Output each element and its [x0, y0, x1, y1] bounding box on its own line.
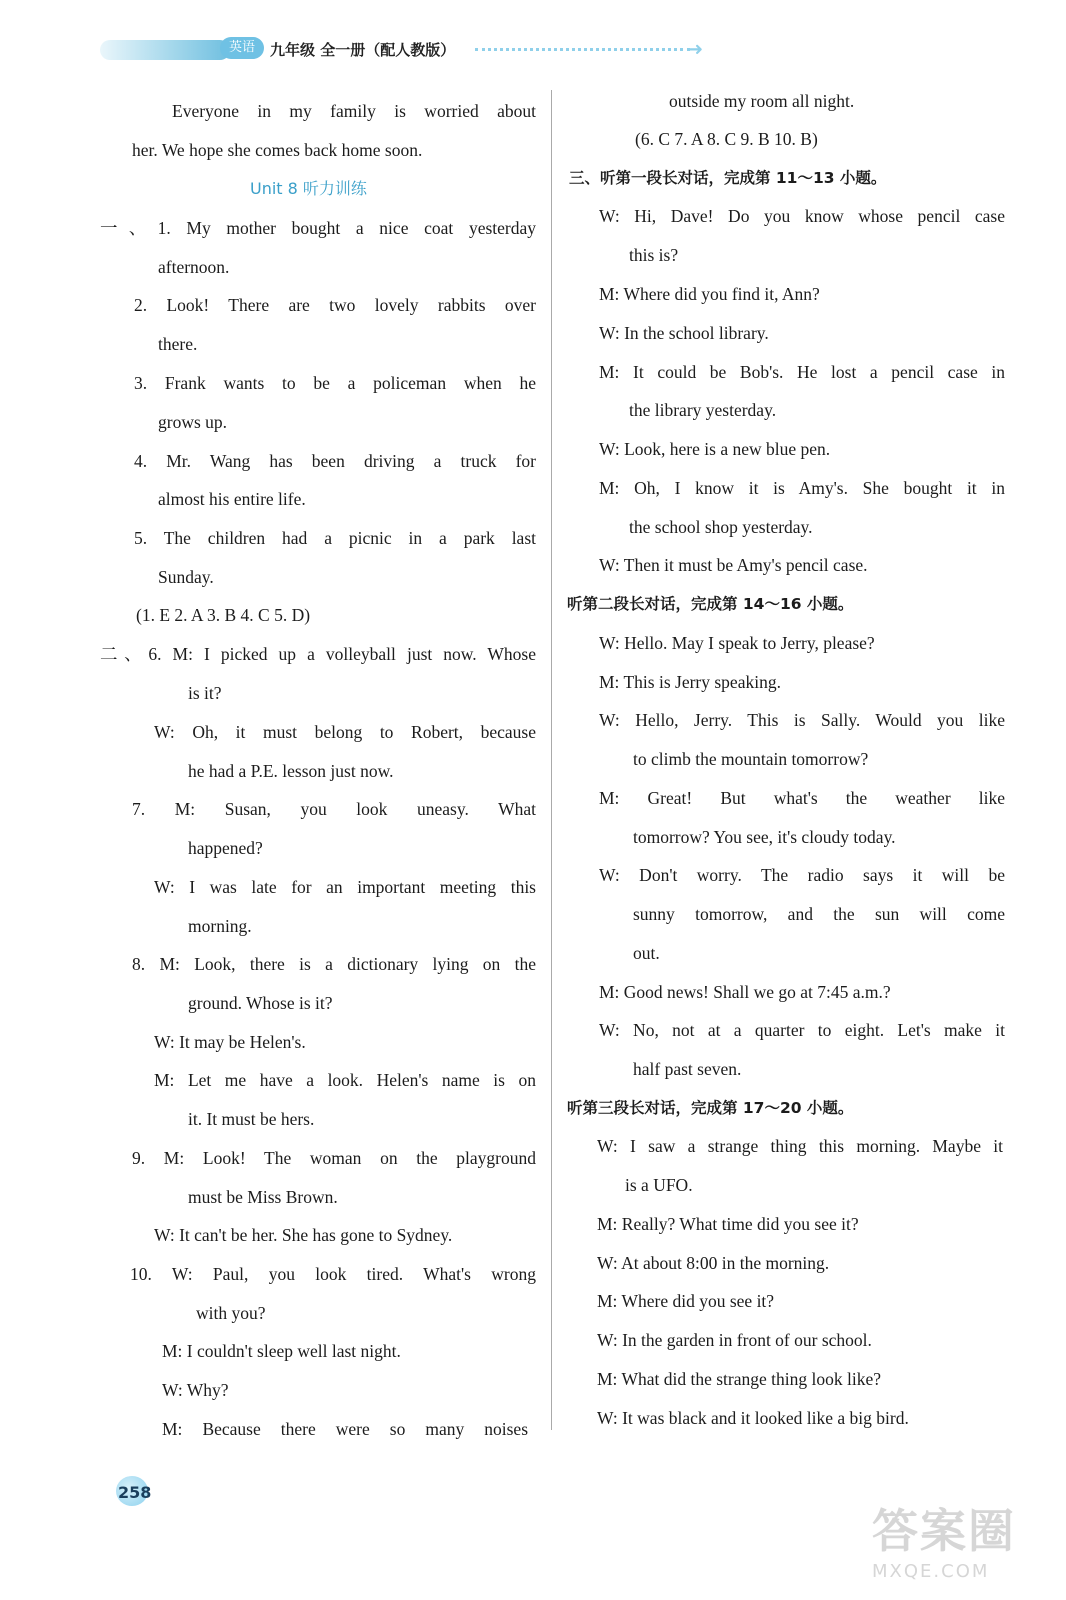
text-line: Sunday. [158, 567, 214, 587]
text-line: her. We hope she comes back home soon. [132, 140, 423, 160]
text-line: 三、听第一段长对话，完成第 11～13 小题。 [569, 169, 887, 187]
text-line: sunny tomorrow, and the sun will come [633, 904, 1005, 924]
text-line: out. [633, 943, 660, 963]
text-line: 5. The children had a picnic in a park last [134, 528, 536, 548]
text-line: afternoon. [158, 257, 230, 277]
text-line: M: Where did you see it? [597, 1291, 775, 1311]
text-line: M: Oh, I know it is Amy's. She bought it in [599, 478, 1005, 498]
text-line: to climb the mountain tomorrow? [633, 749, 869, 769]
text-line: M: Because there were so many noises [162, 1419, 528, 1439]
text-line: almost his entire life. [158, 489, 306, 509]
text-line: 4. Mr. Wang has been driving a truck for [134, 451, 536, 471]
text-line: this is? [629, 245, 679, 265]
page-header [100, 34, 720, 70]
page-number: 258 [118, 1483, 152, 1502]
text-line: W: No, not at a quarter to eight. Let's make it [599, 1020, 1005, 1040]
text-line: tomorrow? You see, it's cloudy today. [633, 827, 896, 847]
text-line: M: Good news! Shall we go at 7:45 a.m.? [599, 982, 891, 1002]
text-line: 10. W: Paul, you look tired. What's wrong [130, 1264, 536, 1284]
text-line: W: It may be Helen's. [154, 1032, 306, 1052]
text-line: 2. Look! There are two lovely rabbits over [134, 295, 536, 315]
text-line: M: Where did you find it, Ann? [599, 284, 820, 304]
text-line: W: Why? [162, 1380, 229, 1400]
page-number-badge [116, 1470, 152, 1506]
watermark-logo: 答案圈 [872, 1504, 1016, 1558]
text-line: he had a P.E. lesson just now. [188, 761, 394, 781]
text-line: 8. M: Look, there is a dictionary lying on the [132, 954, 536, 974]
text-line: M: What did the strange thing look like? [597, 1369, 881, 1389]
text-line: Unit 8 听力训练 [250, 179, 367, 198]
text-line: W: Hello. May I speak to Jerry, please? [599, 633, 875, 653]
text-line: 7. M: Susan, you look uneasy. What [132, 799, 536, 819]
text-line: M: Really? What time did you see it? [597, 1214, 859, 1234]
header-band [100, 40, 230, 60]
text-line: W: Then it must be Amy's pencil case. [599, 555, 868, 575]
text-line: W: Oh, it must belong to Robert, because [154, 722, 536, 742]
text-line: must be Miss Brown. [188, 1187, 338, 1207]
text-line: grows up. [158, 412, 228, 432]
text-line: W: I was late for an important meeting this [154, 877, 536, 897]
text-line: 二、6. M: I picked up a volleyball just now. Whose [100, 644, 536, 664]
text-line: M: This is Jerry speaking. [599, 672, 781, 692]
text-line: with you? [196, 1303, 266, 1323]
text-line: W: In the school library. [599, 323, 769, 343]
text-line: (6. C 7. A 8. C 9. B 10. B) [635, 129, 818, 149]
text-line: W: Hi, Dave! Do you know whose pencil case [599, 206, 1005, 226]
text-line: Everyone in my family is worried about [172, 101, 536, 121]
text-line: M: Let me have a look. Helen's name is on [154, 1070, 536, 1090]
text-line: M: Great! But what's the weather like [599, 788, 1005, 808]
subject-badge: 英语 [220, 37, 264, 59]
text-line: is a UFO. [625, 1175, 693, 1195]
arrow-icon: ➜ [688, 39, 704, 59]
column-divider [551, 90, 552, 1430]
text-line: the school shop yesterday. [629, 517, 813, 537]
text-line: it. It must be hers. [188, 1109, 315, 1129]
text-line: W: It was black and it looked like a big bird. [597, 1408, 909, 1428]
text-line: there. [158, 334, 198, 354]
text-line: M: I couldn't sleep well last night. [162, 1341, 401, 1361]
text-line: W: Hello, Jerry. This is Sally. Would you like [599, 710, 1005, 730]
text-line: M: It could be Bob's. He lost a pencil case in [599, 362, 1005, 382]
watermark-url: MXQE.COM [872, 1561, 990, 1582]
text-line: 听第二段长对话，完成第 14～16 小题。 [567, 595, 854, 613]
text-line: ground. Whose is it? [188, 993, 333, 1013]
text-line: is it? [188, 683, 222, 703]
text-line: W: Look, here is a new blue pen. [599, 439, 831, 459]
text-line: W: At about 8:00 in the morning. [597, 1253, 830, 1273]
text-line: W: It can't be her. She has gone to Sydney. [154, 1225, 453, 1245]
text-line: outside my room all night. [669, 91, 855, 111]
text-line: morning. [188, 916, 252, 936]
text-line: (1. E 2. A 3. B 4. C 5. D) [136, 605, 311, 625]
text-line: the library yesterday. [629, 400, 777, 420]
header-dotted-line [475, 48, 690, 51]
text-line: W: Don't worry. The radio says it will be [599, 865, 1005, 885]
text-line: 3. Frank wants to be a policeman when he [134, 373, 536, 393]
text-line: W: In the garden in front of our school. [597, 1330, 872, 1350]
text-line: 听第三段长对话，完成第 17～20 小题。 [567, 1099, 854, 1117]
text-line: 一、1. My mother bought a nice coat yesterday [100, 218, 536, 238]
text-line: W: I saw a strange thing this morning. Maybe it [597, 1136, 1003, 1156]
text-line: half past seven. [633, 1059, 742, 1079]
book-title: 九年级 全一册（配人教版） [270, 41, 456, 59]
watermark [872, 1495, 1022, 1585]
text-line: 9. M: Look! The woman on the playground [132, 1148, 536, 1168]
text-line: happened? [188, 838, 263, 858]
